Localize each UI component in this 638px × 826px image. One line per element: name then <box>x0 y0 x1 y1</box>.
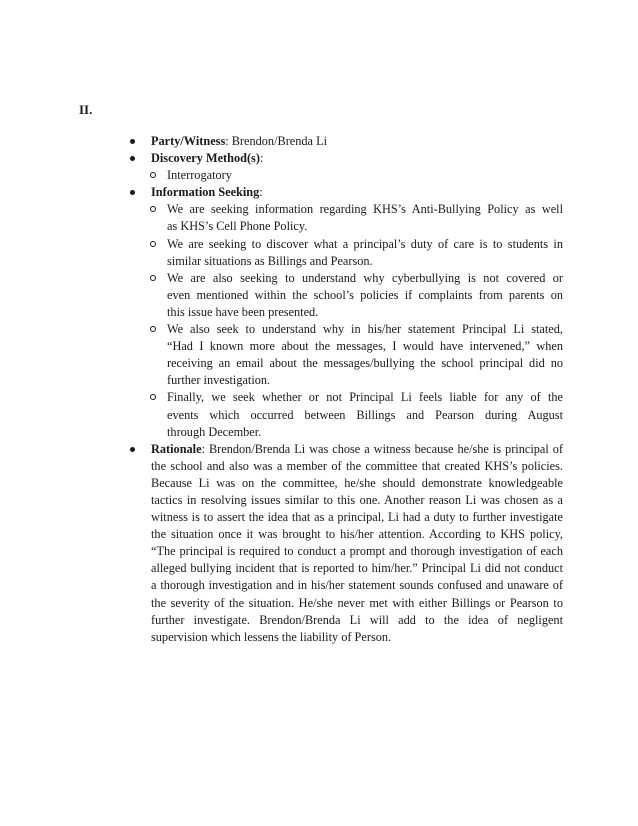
info-line: We also seek to understand why in his/her statement Principal Li stated, <box>167 322 563 337</box>
circle-bullet-icon <box>150 394 156 400</box>
info-line: “Had I known more about the messages, I would have intervened,” when <box>167 339 563 354</box>
info-label: Information Seeking <box>151 185 260 200</box>
rationale-line: “The principal is required to conduct a prompt and thorough investigation of each <box>151 544 563 559</box>
rationale-line: tactics in resolving issues similar to this one. Another reason Li was chosen as a <box>151 492 563 507</box>
bullet-icon <box>130 156 135 161</box>
bullet-icon <box>130 447 135 452</box>
info-line: We are seeking information regarding KHS’s Anti-Bullying Policy as well <box>167 202 563 217</box>
rationale-line <box>151 441 563 458</box>
rationale-first-line: : Brendon/Brenda Li was chose a witness because he/she is principal of <box>201 441 563 456</box>
witness-list <box>127 133 563 646</box>
bullet-icon <box>130 190 135 195</box>
rationale-item <box>127 441 563 646</box>
discovery-method: Interrogatory <box>167 168 232 183</box>
info-line: events which occurred between Billings and Pearson during August <box>167 407 563 422</box>
rationale-line: witness is to assert the idea that as a principal, Li had a duty to further investigate <box>151 510 563 525</box>
discovery-subitem <box>127 167 563 184</box>
info-line: even mentioned within the school’s policies if complaints from parents on <box>167 287 563 302</box>
party-label: Party/Witness <box>151 134 226 148</box>
rationale-line: the school and also was a member of the committee that created KHS’s policies. <box>151 458 563 473</box>
rationale-line: the severity of the situation. He/she never met with either Billings or Pearson to <box>151 595 563 610</box>
circle-bullet-icon <box>150 241 156 247</box>
info-subitem <box>127 270 563 321</box>
info-suffix: : <box>259 185 263 200</box>
info-subitem <box>127 236 563 270</box>
info-line: further investigation. <box>167 373 271 388</box>
info-line: We are seeking to discover what a principal’s duty of care is to students in <box>167 236 563 251</box>
discovery-label: Discovery Method(s) <box>151 151 260 166</box>
info-item <box>127 184 563 201</box>
rationale-text <box>151 441 563 646</box>
party-item <box>127 133 563 150</box>
circle-bullet-icon <box>150 326 156 332</box>
info-subitem <box>127 321 563 389</box>
circle-bullet-icon <box>150 172 156 178</box>
rationale-line: a thorough investigation and in his/her statement sounds confused and unaware of <box>151 578 563 593</box>
info-line: this issue have been presented. <box>167 304 319 319</box>
discovery-suffix: : <box>259 151 264 166</box>
rationale-line: further investigate. Brendon/Brenda Li will add to the idea of negligent <box>151 612 563 627</box>
section-heading: II. <box>79 102 93 117</box>
circle-bullet-icon <box>150 275 156 281</box>
rationale-line: Because Li was on the committee, he/she should demonstrate knowledgeable <box>151 475 563 490</box>
info-line: similar situations as Billings and Pearson. <box>167 253 373 268</box>
circle-bullet-icon <box>150 206 156 212</box>
info-subitem <box>127 389 563 440</box>
info-subitems <box>127 201 563 440</box>
info-subitem <box>127 201 563 235</box>
discovery-item <box>127 150 563 167</box>
rationale-line: supervision which lessens the liability of Person. <box>151 629 392 644</box>
info-line: We are also seeking to understand why cyberbullying is not covered or <box>167 270 563 285</box>
info-line: as KHS’s Cell Phone Policy. <box>167 219 308 234</box>
party-value: : Brendon/Brenda Li <box>225 134 328 148</box>
info-line: receiving an email about the messages/bullying the school principal did no <box>167 356 563 371</box>
info-line: Finally, we seek whether or not Principal Li feels liable for any of the <box>167 390 563 405</box>
bullet-icon <box>130 139 135 144</box>
rationale-line: the situation once it was brought to his/her attention. According to KHS policy, <box>151 527 563 542</box>
rationale-label: Rationale <box>151 441 202 456</box>
rationale-line: alleged bullying incident that is reported to him/her.” Principal Li did not conduct <box>151 561 563 576</box>
info-line: through December. <box>167 424 262 439</box>
